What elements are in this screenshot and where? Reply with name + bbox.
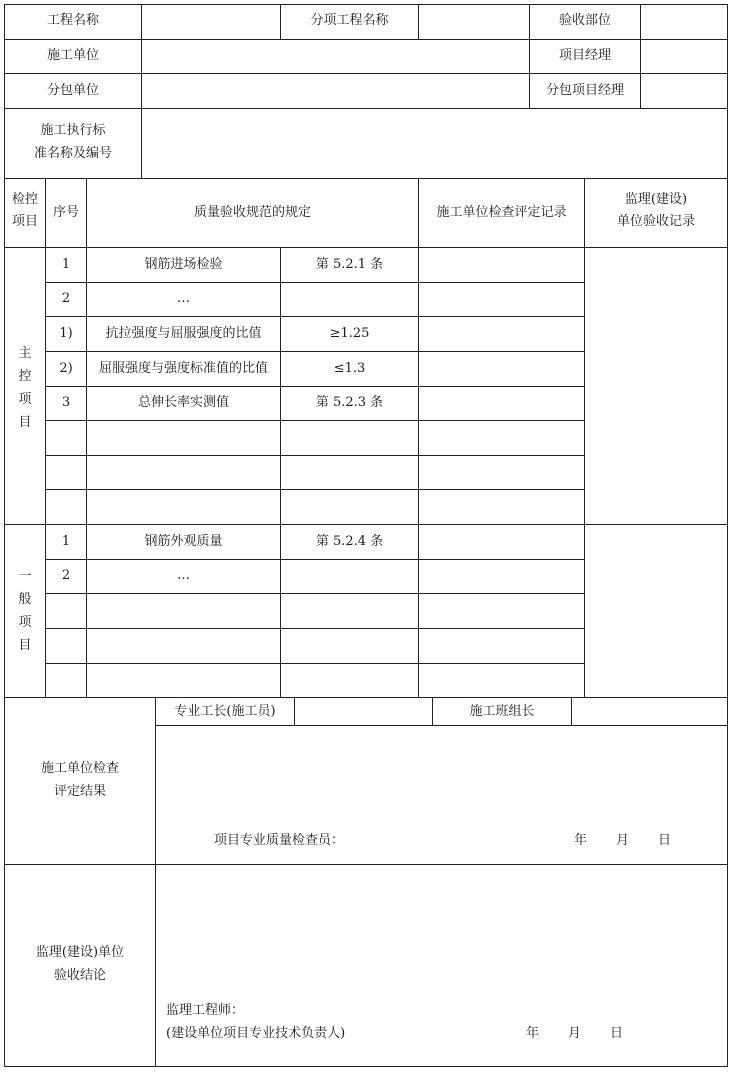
row-item: 钢筋进场检验 [144, 257, 223, 272]
row-seq: 1) [59, 326, 73, 341]
contractor-result-label-line2: 评定结果 [53, 784, 106, 799]
row-seq: 1 [61, 257, 71, 272]
col-supervisor-line1: 监理(建设) [624, 192, 688, 207]
team-leader-label: 施工班组长 [469, 704, 535, 719]
foreman-label: 专业工长(施工员) [174, 704, 276, 719]
date-month-label: 月 [616, 833, 630, 848]
col-contractor-record: 施工单位检查评定记录 [436, 205, 567, 220]
row-item: … [177, 291, 190, 306]
row-clause: 第 5.2.1 条 [315, 257, 384, 272]
general-items-label: 一般项目 [18, 569, 32, 653]
row-clause: ≤1.3 [333, 361, 366, 376]
project-name-label: 工程名称 [46, 13, 99, 28]
row-seq: 2 [61, 568, 71, 583]
supervisor-conclusion-label-line1: 监理(建设)单位 [35, 945, 125, 960]
supervising-engineer-label: 监理工程师： [166, 1003, 245, 1018]
row-item: 钢筋外观质量 [144, 534, 223, 549]
row-item: 屈服强度与强度标准值的比值 [98, 361, 268, 376]
row-clause: ≥1.25 [329, 326, 370, 341]
subcontract-manager-label: 分包项目经理 [545, 83, 624, 98]
contractor-result-label-line1: 施工单位检查 [40, 761, 119, 776]
col-category-line1: 检控 [11, 192, 38, 207]
supervisor-conclusion-label-line2: 验收结论 [53, 968, 106, 983]
quality-inspector-label: 项目专业质量检查员： [214, 833, 345, 848]
row-item: … [177, 568, 190, 583]
construction-unit-label: 施工单位 [46, 48, 99, 63]
col-supervisor-line2: 单位验收记录 [616, 214, 695, 229]
row-seq: 1 [61, 534, 71, 549]
standard-label-line1: 施工执行标 [40, 123, 106, 138]
row-item: 抗拉强度与屈服强度的比值 [105, 326, 262, 341]
project-manager-label: 项目经理 [558, 48, 611, 63]
date-month-label: 月 [568, 1026, 582, 1041]
row-seq: 3 [61, 395, 71, 410]
date-year-label: 年 [574, 833, 588, 848]
col-category-line2: 项目 [11, 214, 38, 229]
date-day-label: 日 [658, 833, 672, 848]
row-clause: 第 5.2.4 条 [315, 534, 384, 549]
row-clause: 第 5.2.3 条 [315, 395, 384, 410]
row-item: 总伸长率实测值 [137, 395, 229, 410]
row-seq: 2 [61, 291, 71, 306]
main-items-label: 主控项目 [18, 346, 32, 430]
col-seq: 序号 [52, 205, 79, 220]
sub-project-name-label: 分项工程名称 [310, 13, 389, 28]
standard-label-line2: 准名称及编号 [33, 146, 112, 161]
row-seq: 2) [59, 361, 73, 376]
tech-lead-label: (建设单位项目专业技术负责人) [166, 1026, 346, 1041]
acceptance-part-label: 验收部位 [558, 13, 611, 28]
date-year-label: 年 [526, 1026, 540, 1041]
col-spec: 质量验收规范的规定 [193, 205, 311, 220]
subcontract-unit-label: 分包单位 [46, 83, 99, 98]
date-day-label: 日 [610, 1026, 624, 1041]
